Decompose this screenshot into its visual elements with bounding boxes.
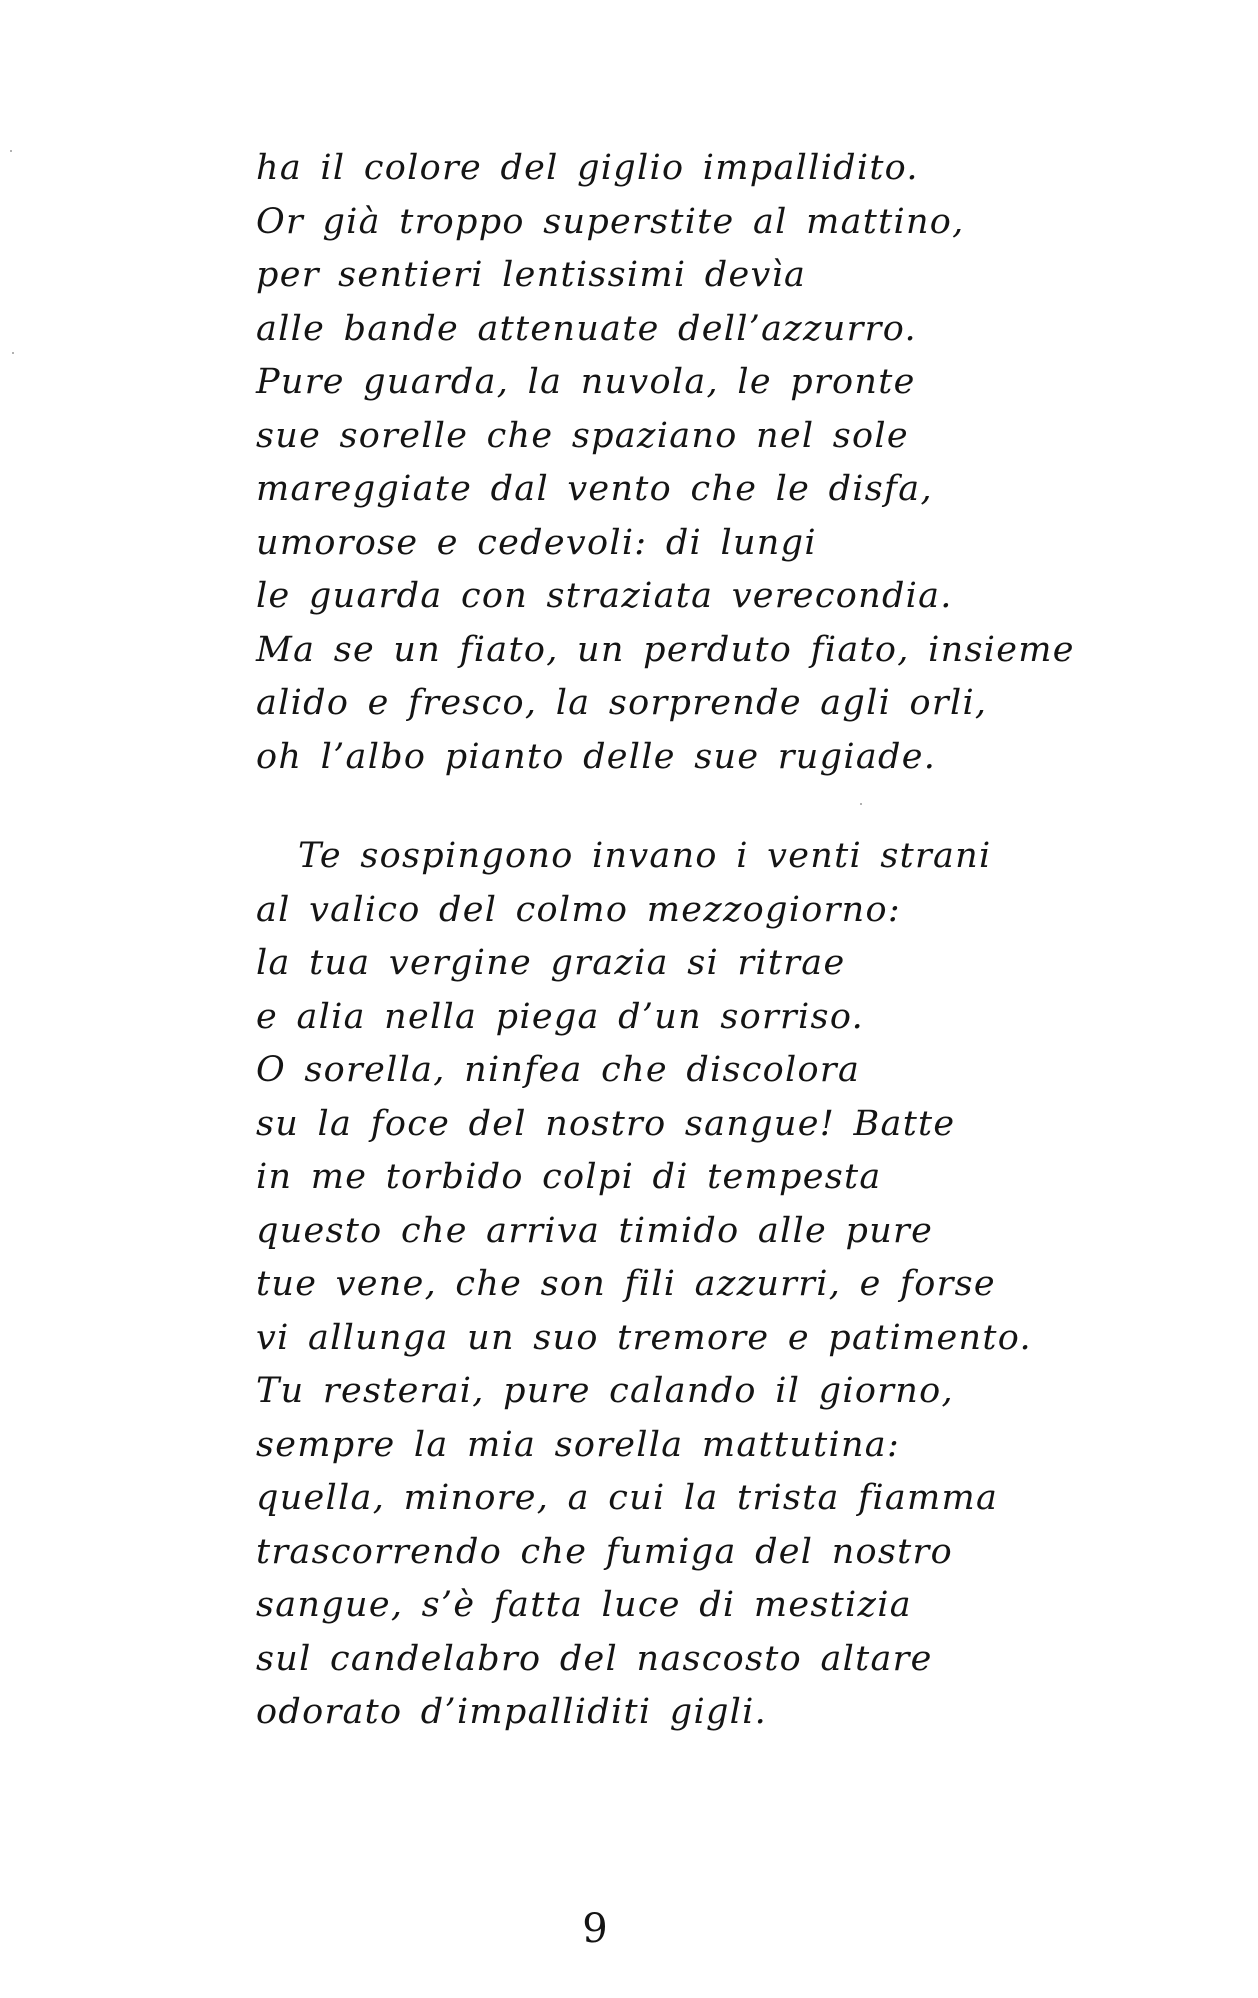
poem-line: la tua vergine grazia si ritrae <box>256 943 846 983</box>
poem-line: alido e fresco, la sorprende agli orli, <box>256 683 988 723</box>
poem-line: al valico del colmo mezzogiorno: <box>256 889 901 930</box>
poem-line: O sorella, ninfea che discolora <box>256 1050 861 1090</box>
poem-line: le guarda con straziata verecondia. <box>256 576 953 616</box>
poem-line: sempre la mia sorella mattutina: <box>256 1424 901 1465</box>
poem-line: mareggiate dal vento che le disfa, <box>256 469 933 509</box>
poem-line: e alia nella piega d’un sorriso. <box>256 996 864 1037</box>
poem-stanza-1 <box>256 142 1075 784</box>
poem-line: sangue, s’è fatta luce di mestizia <box>256 1585 912 1625</box>
poem-line: in me torbido colpi di tempesta <box>256 1157 882 1197</box>
poem-stanza-2 <box>256 830 1032 1740</box>
poem-line: umorose e cedevoli: di lungi <box>256 522 817 563</box>
poem-line: oh l’albo pianto delle sue rugiade. <box>256 736 937 777</box>
poem-line: su la foce del nostro sangue! Batte <box>256 1103 956 1144</box>
scan-speck <box>860 803 862 805</box>
poem-line: ha il colore del giglio impallidito. <box>256 148 919 188</box>
poem-line: Ma se un fiato, un perduto fiato, insieme <box>256 629 1075 670</box>
poem-line: quella, minore, a cui la trista fiamma <box>256 1478 999 1518</box>
poem-line: trascorrendo che fumiga del nostro <box>256 1531 953 1572</box>
poem-line: alle bande attenuate dell’azzurro. <box>256 308 917 349</box>
page-number: 9 <box>582 1906 608 1952</box>
poem-line: Or già troppo superstite al mattino, <box>256 201 965 242</box>
poem-line: vi allunga un suo tremore e patimento. <box>256 1317 1032 1358</box>
poem-line: Tu resterai, pure calando il giorno, <box>256 1371 954 1411</box>
poem-line: questo che arriva timido alle pure <box>256 1210 934 1251</box>
poem-line: per sentieri lentissimi devìa <box>256 255 807 295</box>
poem-line: odorato d’impalliditi gigli. <box>256 1692 768 1732</box>
poem-line: Pure guarda, la nuvola, le pronte <box>256 362 916 402</box>
poem-line: sue sorelle che spaziano nel sole <box>256 415 909 456</box>
poem-line: sul candelabro del nascosto altare <box>256 1638 933 1679</box>
poem-line: Te sospingono invano i venti strani <box>298 836 992 876</box>
poem-line: tue vene, che son fili azzurri, e forse <box>256 1264 996 1304</box>
scan-speck <box>10 150 12 152</box>
scan-speck <box>12 352 14 354</box>
